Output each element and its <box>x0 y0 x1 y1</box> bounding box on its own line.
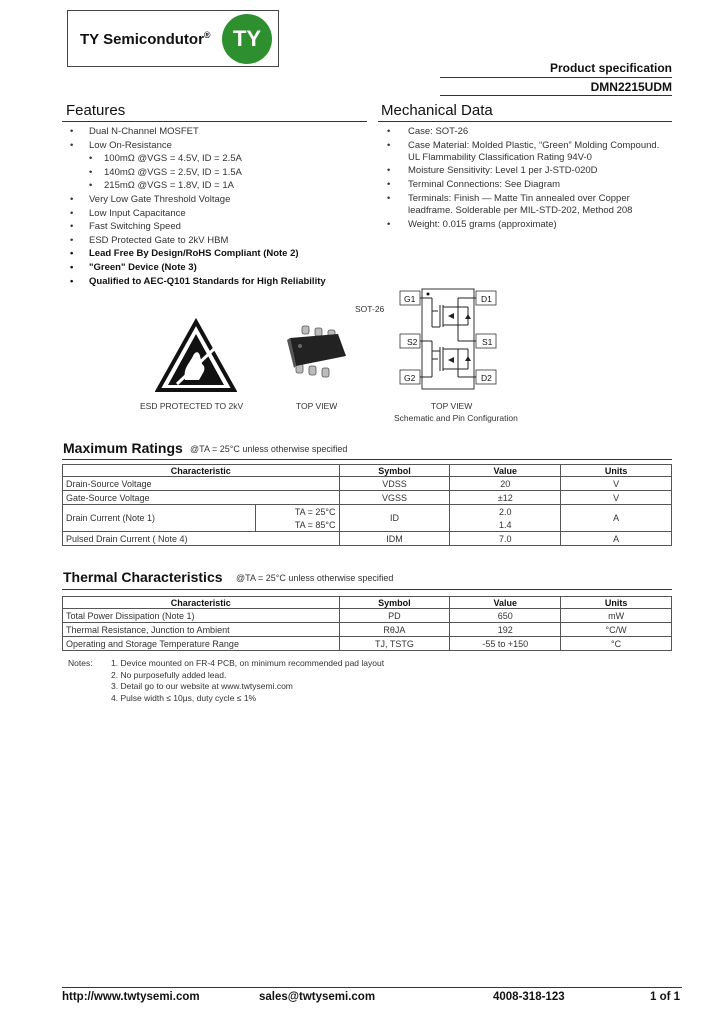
feature-item: • Very Low Gate Threshold Voltage <box>66 193 366 207</box>
mechanical-item: • Moisture Sensitivity: Level 1 per J-STD-020D <box>383 165 673 177</box>
thermal-title: Thermal Characteristics <box>63 569 223 585</box>
cell-symbol: ID <box>339 505 450 532</box>
feature-item: • "Green" Device (Note 3) <box>66 261 366 275</box>
thermal-rule <box>62 589 672 590</box>
max-ratings-rule <box>62 459 672 460</box>
pin-d1: D1 <box>481 294 492 304</box>
feature-item: • Lead Free By Design/RoHS Compliant (Note 2) <box>66 247 366 261</box>
table-row <box>63 477 672 491</box>
features-list <box>66 125 366 288</box>
table-row <box>63 637 672 651</box>
footer-rule <box>62 987 682 988</box>
mechanical-item: • Case: SOT-26 <box>383 126 673 138</box>
max-ratings-title: Maximum Ratings <box>63 440 183 456</box>
cell-symbol: RθJA <box>339 623 450 637</box>
feature-item: • Dual N-Channel MOSFET <box>66 125 366 139</box>
features-rule <box>62 121 367 122</box>
table-row <box>63 623 672 637</box>
cell-unit: mW <box>561 609 672 623</box>
header-rule <box>440 77 672 78</box>
feature-item: • Qualified to AEC-Q101 Standards for High Reliability <box>66 275 366 289</box>
notes-list <box>111 658 384 704</box>
schematic-caption-2: Schematic and Pin Configuration <box>394 413 518 423</box>
mechanical-title: Mechanical Data <box>381 102 493 119</box>
cell-symbol: IDM <box>339 532 450 546</box>
header-value: Value <box>450 465 561 477</box>
feature-item: • Low Input Capacitance <box>66 207 366 221</box>
mechanical-item: • Weight: 0.015 grams (approximate) <box>383 219 673 231</box>
table-header-row <box>63 597 672 609</box>
doc-type: Product specification <box>549 61 672 75</box>
thermal-table <box>62 596 672 651</box>
max-ratings-table <box>62 464 672 546</box>
header-symbol: Symbol <box>339 597 450 609</box>
table-row <box>63 532 672 546</box>
cell-symbol: TJ, TSTG <box>339 637 450 651</box>
cell-characteristic: Drain Current (Note 1) <box>63 505 256 532</box>
cell-condition: TA = 85°C <box>255 518 339 532</box>
notes-label: Notes: <box>68 658 93 668</box>
feature-item: • 100mΩ @VGS = 4.5V, ID = 2.5A <box>66 152 366 166</box>
cell-characteristic: Thermal Resistance, Junction to Ambient <box>63 623 340 637</box>
footer-phone: 4008-318-123 <box>493 991 565 1003</box>
ty-logo-icon: TY <box>222 14 272 64</box>
note-item: 4. Pulse width ≤ 10μs, duty cycle ≤ 1% <box>111 692 257 703</box>
cell-unit: °C <box>561 637 672 651</box>
cell-unit: °C/W <box>561 623 672 637</box>
cell-value: ±12 <box>450 491 561 505</box>
pin-s2: S2 <box>407 337 418 347</box>
cell-value: 7.0 <box>450 532 561 546</box>
feature-item: • 140mΩ @VGS = 2.5V, ID = 1.5A <box>66 166 366 180</box>
header-value: Value <box>450 597 561 609</box>
cell-unit: A <box>561 505 672 532</box>
schematic-caption-1: TOP VIEW <box>431 401 473 411</box>
cell-symbol: PD <box>339 609 450 623</box>
header-units: Units <box>561 597 672 609</box>
pin-g1: G1 <box>404 294 416 304</box>
cell-characteristic: Total Power Dissipation (Note 1) <box>63 609 340 623</box>
cell-value: 2.0 <box>450 505 561 519</box>
esd-caption: ESD PROTECTED TO 2kV <box>140 401 244 411</box>
cell-unit: V <box>561 477 672 491</box>
table-row <box>63 609 672 623</box>
header-units: Units <box>561 465 672 477</box>
mechanical-item: • Terminals: Finish — Matte Tin annealed over Copper leadframe. Solderable per MIL-STD-202, Method 208 <box>383 193 673 217</box>
cell-value: 192 <box>450 623 561 637</box>
feature-item: • Low On-Resistance <box>66 139 366 153</box>
cell-unit: V <box>561 491 672 505</box>
company-name: TY Semicondutor® <box>80 30 211 48</box>
table-row <box>63 505 672 519</box>
cell-symbol: VGSS <box>339 491 450 505</box>
note-item: 3. Detail go to our website at www.twtysemi.com <box>111 681 293 691</box>
table-header-row <box>63 465 672 477</box>
part-number: DMN2215UDM <box>590 80 672 94</box>
cell-symbol: VDSS <box>339 477 450 491</box>
header-characteristic: Characteristic <box>63 597 340 609</box>
feature-item: • Fast Switching Speed <box>66 220 366 234</box>
feature-item: • ESD Protected Gate to 2kV HBM <box>66 234 366 248</box>
header-symbol: Symbol <box>339 465 450 477</box>
cell-unit: A <box>561 532 672 546</box>
table-row <box>63 491 672 505</box>
header-characteristic: Characteristic <box>63 465 340 477</box>
cell-value: -55 to +150 <box>450 637 561 651</box>
esd-warning-icon <box>155 318 237 402</box>
pin-s1: S1 <box>482 337 493 347</box>
pin-g2: G2 <box>404 373 416 383</box>
sot26-package-icon <box>282 320 352 382</box>
note-item: 2. No purposefully added lead. <box>111 669 227 680</box>
cell-value: 1.4 <box>450 518 561 532</box>
mechanical-item: • Terminal Connections: See Diagram <box>383 179 673 191</box>
header-rule-2 <box>440 95 672 96</box>
registered-mark: ® <box>203 30 211 40</box>
footer-page: 1 of 1 <box>650 991 681 1003</box>
package-caption: TOP VIEW <box>296 401 338 411</box>
cell-characteristic: Operating and Storage Temperature Range <box>63 637 340 651</box>
features-title: Features <box>66 102 126 119</box>
pin-d2: D2 <box>481 373 492 383</box>
note-item: 1. Device mounted on FR-4 PCB, on minimum recommended pad layout <box>111 658 385 668</box>
cell-characteristic: Gate-Source Voltage <box>63 491 340 505</box>
feature-item: • 215mΩ @VGS = 1.8V, ID = 1A <box>66 179 366 193</box>
cell-characteristic: Pulsed Drain Current ( Note 4) <box>63 532 340 546</box>
cell-condition: TA = 25°C <box>255 505 339 519</box>
thermal-condition: @TA = 25°C unless otherwise specified <box>236 573 394 583</box>
cell-value: 20 <box>450 477 561 491</box>
footer-email[interactable]: sales@twtysemi.com <box>259 991 376 1003</box>
max-ratings-condition: @TA = 25°C unless otherwise specified <box>190 444 348 454</box>
mechanical-item: • Case Material: Molded Plastic, “Green” Molding Compound. UL Flammability Classification Rating 94V-0 <box>383 140 673 164</box>
mechanical-rule <box>378 121 672 122</box>
footer-website[interactable]: http://www.twtysemi.com <box>62 991 200 1003</box>
mechanical-list <box>383 126 673 232</box>
package-name: SOT-26 <box>355 304 385 314</box>
cell-characteristic: Drain-Source Voltage <box>63 477 340 491</box>
cell-value: 650 <box>450 609 561 623</box>
